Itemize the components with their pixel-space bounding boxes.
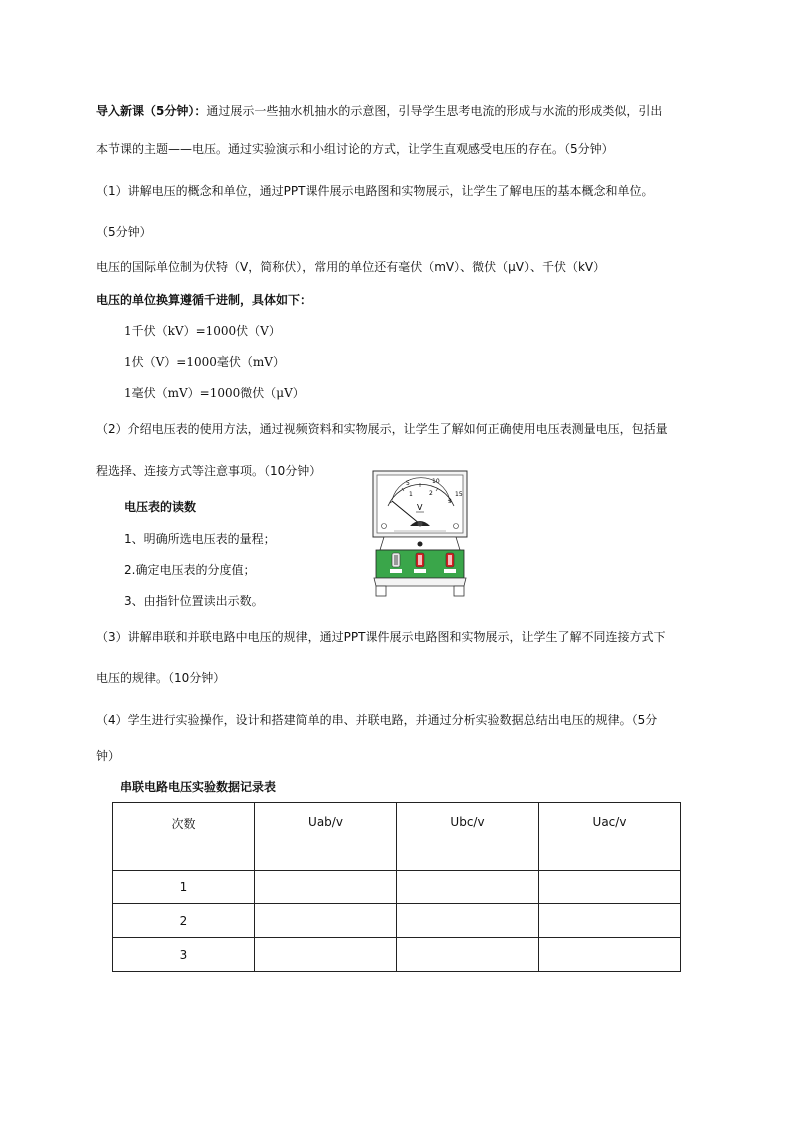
table-header-cell: Ubc/v bbox=[397, 803, 539, 871]
intro-line-1 bbox=[96, 103, 662, 119]
step2-line-1: （2）介绍电压表的使用方法，通过视频资料和实物展示，让学生了解如何正确使用电压表测量电压，包括量 bbox=[96, 422, 668, 436]
intro-line-2: 本节课的主题——电压。通过实验演示和小组讨论的方式，让学生直观感受电压的存在。（5分钟） bbox=[96, 142, 614, 156]
table-cell: 3 bbox=[113, 938, 255, 972]
scale-bottom-label: 2 bbox=[429, 490, 433, 497]
table-cell bbox=[255, 938, 397, 972]
table-cell bbox=[539, 870, 681, 904]
table-cell: 2 bbox=[113, 904, 255, 938]
table-cell bbox=[255, 904, 397, 938]
step3-line-2: 电压的规律。（10分钟） bbox=[96, 671, 226, 685]
reading-step: 3、由指针位置读出示数。 bbox=[124, 594, 264, 608]
conversion-title: 电压的单位换算遵循千进制，具体如下： bbox=[96, 293, 313, 307]
table-header-cell: 次数 bbox=[113, 803, 255, 871]
table-cell bbox=[539, 904, 681, 938]
step1-line-1: （1）讲解电压的概念和单位，通过PPT课件展示电路图和实物展示，让学生了解电压的基本概念和单位。 bbox=[96, 184, 654, 198]
reading-step: 1、明确所选电压表的量程； bbox=[124, 532, 276, 546]
reading-title: 电压表的读数 bbox=[124, 500, 197, 514]
table-row bbox=[113, 938, 681, 972]
si-unit-text: 电压的国际单位制为伏特（V，简称伏），常用的单位还有毫伏（mV）、微伏（μV）、千伏（kV） bbox=[96, 260, 606, 274]
table-header-row bbox=[113, 803, 681, 871]
conversion-line: 1千伏（kV）=1000伏（V） bbox=[124, 324, 281, 338]
table-header-cell: Uac/v bbox=[539, 803, 681, 871]
step1-line-2: （5分钟） bbox=[96, 225, 152, 239]
intro-title: 导入新课（5分钟）： bbox=[96, 104, 207, 118]
voltage-record-table bbox=[112, 802, 681, 972]
step4-line-2: 钟） bbox=[96, 749, 121, 763]
conversion-line: 1毫伏（mV）=1000微伏（μV） bbox=[124, 386, 305, 400]
table-cell: 1 bbox=[113, 870, 255, 904]
table-cell bbox=[539, 938, 681, 972]
scale-bottom-label: 3 bbox=[448, 498, 452, 505]
voltmeter-illustration bbox=[372, 470, 468, 598]
table-cell bbox=[397, 904, 539, 938]
table-header-cell: Uab/v bbox=[255, 803, 397, 871]
scale-top-label: 5 bbox=[406, 480, 410, 487]
table-title: 串联电路电压实验数据记录表 bbox=[120, 780, 277, 794]
conversion-line: 1伏（V）=1000毫伏（mV） bbox=[124, 355, 285, 369]
table-cell bbox=[397, 870, 539, 904]
step2-line-2: 程选择、连接方式等注意事项。（10分钟） bbox=[96, 464, 322, 478]
scale-bottom-label: 1 bbox=[409, 491, 413, 498]
scale-top-label: 15 bbox=[455, 491, 463, 498]
table-cell bbox=[255, 870, 397, 904]
step4-line-1: （4）学生进行实验操作，设计和搭建简单的串、并联电路，并通过分析实验数据总结出电压的规律。（5分 bbox=[96, 713, 658, 727]
reading-step: 2.确定电压表的分度值； bbox=[124, 563, 256, 577]
table-cell bbox=[397, 938, 539, 972]
table-row bbox=[113, 904, 681, 938]
table-row bbox=[113, 870, 681, 904]
scale-top-label: 10 bbox=[432, 478, 440, 485]
intro-text: 通过展示一些抽水机抽水的示意图，引导学生思考电流的形成与水流的形成类似，引出 bbox=[206, 104, 663, 118]
step3-line-1: （3）讲解串联和并联电路中电压的规律，通过PPT课件展示电路图和实物展示，让学生了解不同连接方式下 bbox=[96, 630, 666, 644]
unit-label: V bbox=[417, 503, 423, 512]
